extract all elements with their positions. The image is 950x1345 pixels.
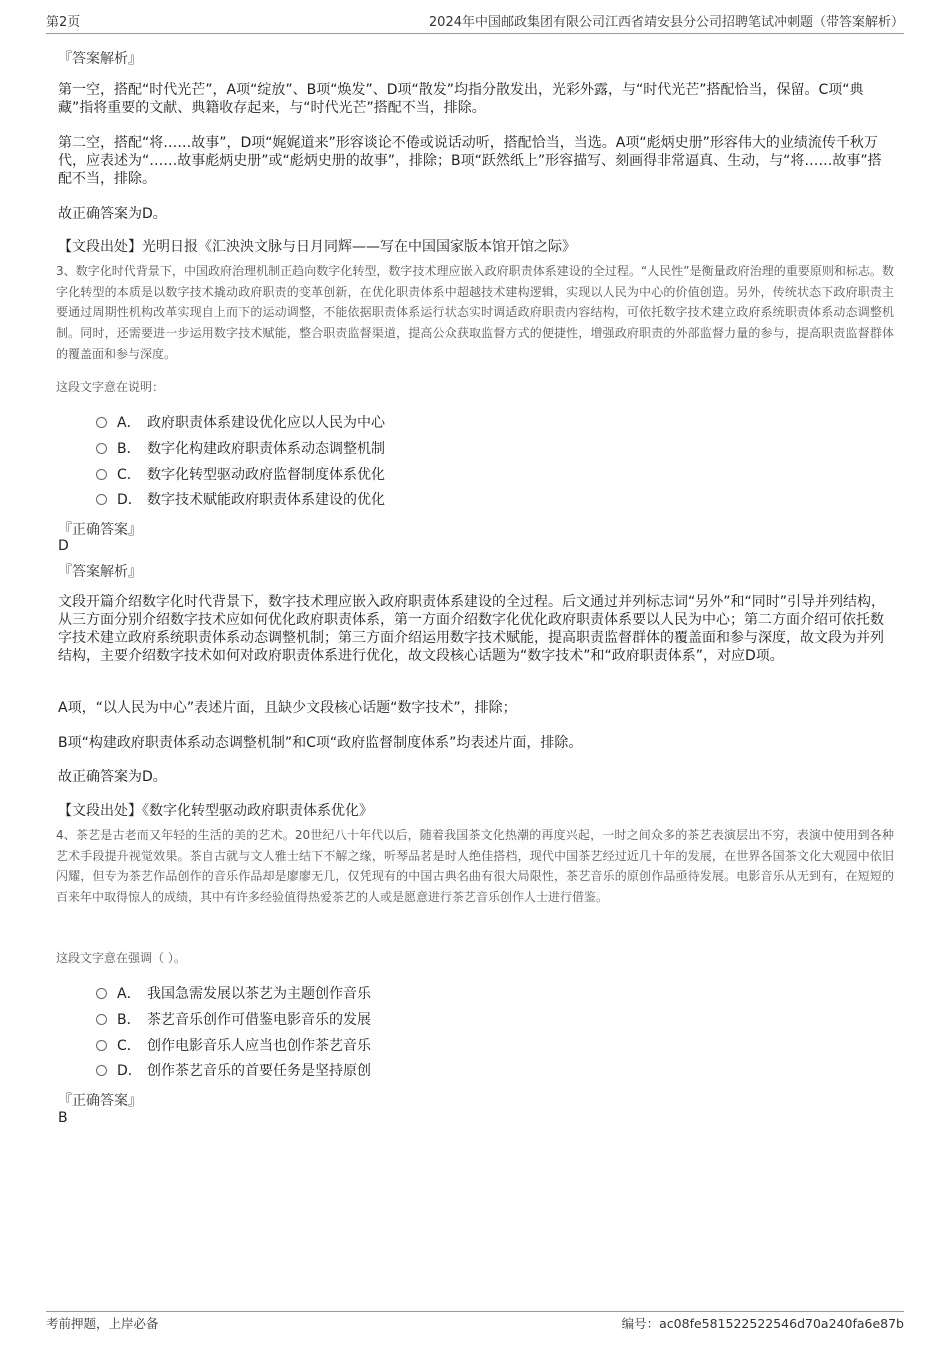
footer-slogan: 考前押题，上岸必备: [46, 1316, 159, 1331]
radio-button[interactable]: [96, 1065, 107, 1076]
option-text: 我国急需发展以茶艺为主题创作音乐: [147, 986, 371, 1002]
option-key: A．: [117, 986, 141, 1002]
option-a[interactable]: [96, 984, 371, 1004]
answer-value: B: [58, 1110, 68, 1126]
option-key: A．: [117, 415, 141, 431]
page-number: 第2页: [46, 15, 81, 30]
page-header: [46, 15, 904, 34]
option-b[interactable]: [96, 1010, 371, 1030]
option-c[interactable]: [96, 1036, 371, 1056]
page-footer: [46, 1311, 904, 1331]
answer-value: D: [58, 538, 69, 554]
source-citation: 【文段出处】《数字化转型驱动政府职责体系优化》: [58, 803, 373, 819]
radio-button[interactable]: [96, 1014, 107, 1025]
option-text: 数字技术赋能政府职责体系建设的优化: [147, 492, 385, 508]
conclusion: 故正确答案为D。: [58, 769, 167, 785]
radio-button[interactable]: [96, 1040, 107, 1051]
analysis-paragraph: A项，“以人民为中心”表述片面，且缺少文段核心话题“数字技术”，排除；: [58, 700, 517, 716]
option-b[interactable]: [96, 439, 385, 459]
option-text: 政府职责体系建设优化应以人民为中心: [147, 415, 385, 431]
question-text: 4、茶艺是古老而又年轻的生活的美的艺术。20世纪八十年代以后，随着我国茶文化热潮的再度兴起，一时之间众多的茶艺表演层出不穷，表演中使用到各种艺术手段提升视觉效果。茶自古就与文人雅士结下不解之缘，听琴品茗是时人绝佳搭档，现代中国茶艺经过近几十年的发展，在世界各国茶文化大观园中依旧闪耀，但专为茶艺作品创作的音乐作品却是廖廖无几，仅凭现有的中国古典名曲有很大局限性，茶艺音乐的原创作品亟待发展。电影音乐从无到有，在短短的百来年中取得惊人的成绩，其中有许多经验值得热爱茶艺的人或是愿意进行茶艺音乐创作人士进行借鉴。: [56, 828, 894, 905]
radio-button[interactable]: [96, 469, 107, 480]
option-key: C．: [117, 467, 141, 483]
document-title: 2024年中国邮政集团有限公司江西省靖安县分公司招聘笔试冲刺题（带答案解析）: [428, 15, 904, 30]
analysis-paragraph: B项“构建政府职责体系动态调整机制”和C项“政府监督制度体系”均表述片面，排除。: [58, 735, 583, 751]
option-text: 创作电影音乐人应当也创作茶艺音乐: [147, 1038, 371, 1054]
document-code: 编号：ac08fe581522522546d70a240fa6e87b: [621, 1316, 904, 1331]
option-a[interactable]: [96, 413, 385, 433]
conclusion: 故正确答案为D。: [58, 206, 167, 222]
radio-button[interactable]: [96, 443, 107, 454]
analysis-paragraph: 第二空，搭配“将……故事”，D项“娓娓道来”形容谈论不倦或说话动听，搭配恰当，当选。A项“彪炳史册”形容伟大的业绩流传千秋万代，应表述为“……故事彪炳史册”或“彪炳史册的故事”，排除；B项“跃然纸上”形容描写、刻画得非常逼真、生动，与“将……故事”搭配不当，排除。: [58, 135, 882, 187]
option-key: D．: [117, 492, 142, 508]
question-prompt: 这段文字意在说明：: [56, 380, 165, 394]
radio-button[interactable]: [96, 494, 107, 505]
answer-label: 『正确答案』: [58, 522, 142, 538]
option-text: 茶艺音乐创作可借鉴电影音乐的发展: [147, 1012, 371, 1028]
option-c[interactable]: [96, 465, 385, 485]
option-key: B．: [117, 441, 141, 457]
analysis-label: 『答案解析』: [58, 564, 142, 580]
option-text: 创作茶艺音乐的首要任务是坚持原创: [147, 1063, 371, 1079]
question-text: 3、数字化时代背景下，中国政府治理机制正趋向数字化转型，数字技术理应嵌入政府职责体系建设的全过程。“人民性”是衡量政府治理的重要原则和标志。数字化转型的本质是以数字技术撬动政府职责的变革创新，在优化职责体系中超越技术建构逻辑，实现以人民为中心的价值创造。另外，传统状态下政府职责主要通过周期性机构改革实现自上而下的运动调整，不能依据职责体系运行状态实时调适政府职责内容结构，可依托数字技术建立政府系统职责体系动态调整机制。同时，还需要进一步运用数字技术赋能，整合职责监督渠道，提高公众获取监督方式的便捷性，增强政府职责的外部监督力量的参与，提高职责监督群体的覆盖面和参与深度。: [56, 264, 894, 361]
question-prompt: 这段文字意在强调（ ）。: [56, 951, 186, 965]
option-text: 数字化构建政府职责体系动态调整机制: [147, 441, 385, 457]
option-key: B．: [117, 1012, 141, 1028]
answer-label: 『正确答案』: [58, 1093, 142, 1109]
radio-button[interactable]: [96, 417, 107, 428]
analysis-label: 『答案解析』: [58, 51, 142, 67]
option-key: D．: [117, 1063, 142, 1079]
analysis-paragraph: 第一空，搭配“时代光芒”，A项“绽放”、B项“焕发”、D项“散发”均指分散发出，光彩外露，与“时代光芒”搭配恰当，保留。C项“典藏”指将重要的文献、典籍收存起来，与“时代光芒”搭配不当，排除。: [58, 82, 864, 116]
radio-button[interactable]: [96, 988, 107, 999]
option-d[interactable]: [96, 490, 385, 510]
analysis-paragraph: 文段开篇介绍数字化时代背景下，数字技术理应嵌入政府职责体系建设的全过程。后文通过并列标志词“另外”和“同时”引导并列结构，从三方面分别介绍数字技术应如何优化政府职责体系，第一方面介绍数字化优化政府职责体系要以人民为中心；第二方面介绍可依托数字技术建立政府系统职责体系动态调整机制；第三方面介绍运用数字技术赋能，提高职责监督群体的覆盖面和参与深度，故文段为并列结构，主要介绍数字技术如何对政府职责体系进行优化，故文段核心话题为“数字技术”和“政府职责体系”，对应D项。: [58, 594, 886, 664]
source-citation: 【文段出处】光明日报《汇泱泱文脉与日月同辉——写在中国国家版本馆开馆之际》: [58, 239, 576, 255]
option-text: 数字化转型驱动政府监督制度体系优化: [147, 467, 385, 483]
option-key: C．: [117, 1038, 141, 1054]
option-d[interactable]: [96, 1061, 371, 1081]
